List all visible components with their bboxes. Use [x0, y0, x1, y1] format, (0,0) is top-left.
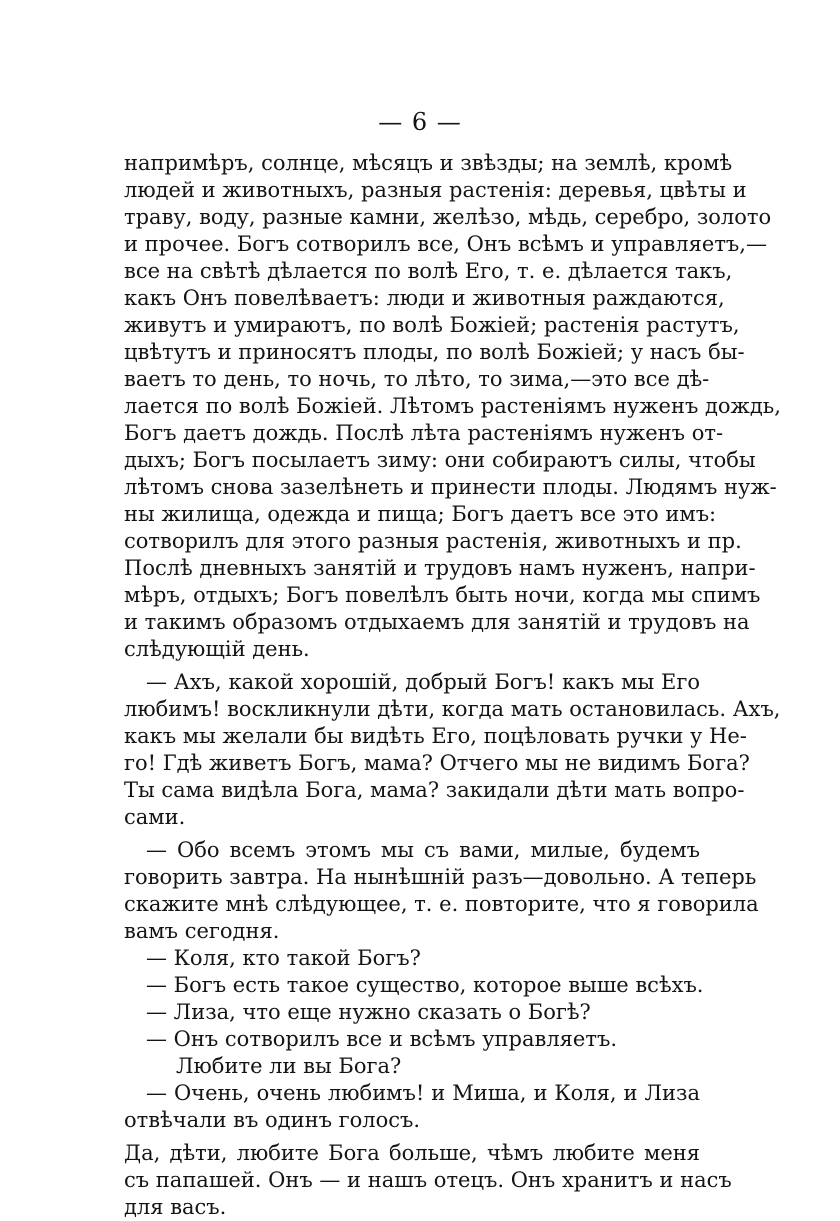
text-line: все на свѣтѣ дѣлается по волѣ Его, т. е. дѣлается такъ, [124, 259, 733, 283]
text-line: го! Гдѣ живетъ Богъ, мама? Отчего мы не видимъ Бога? [124, 751, 750, 775]
text-line: скажите мнѣ слѣдующее, т. е. повторите, что я говорила [124, 892, 759, 916]
text-line: какъ Онъ повелѣваетъ: люди и животныя раждаются, [124, 286, 725, 310]
text-line: вамъ сегодня. [124, 919, 280, 943]
text-line: съ папашей. Онъ — и нашъ отецъ. Онъ хранитъ и насъ [124, 1168, 732, 1192]
text-line: — Коля, кто такой Богъ? [146, 946, 421, 970]
text-line: ны жилища, одежда и пища; Богъ даетъ все это имъ: [124, 502, 717, 526]
text-line: Богъ даетъ дождь. Послѣ лѣта растеніямъ нуженъ от- [124, 421, 724, 445]
text-line: любимъ! воскликнули дѣти, когда мать остановилась. Ахъ, [124, 697, 781, 721]
text-line: и прочее. Богъ сотворилъ все, Онъ всѣмъ и управляетъ,— [124, 232, 767, 256]
text-line: дыхъ; Богъ посылаетъ зиму: они собираютъ силы, чтобы [124, 448, 756, 472]
text-line: Ты сама видѣла Бога, мама? закидали дѣти мать вопро- [124, 778, 745, 802]
text-line: — Лиза, что еще нужно сказать о Богѣ? [146, 1000, 591, 1024]
text-line: для васъ. [124, 1195, 227, 1219]
text-line: — Богъ есть такое существо, которое выше всѣхъ. [146, 973, 704, 997]
text-line: ваетъ то день, то ночь, то лѣто, то зима,—это все дѣ- [124, 367, 710, 391]
text-line: траву, воду, разные камни, желѣзо, мѣдь, серебро, золото [124, 205, 772, 229]
text-line: Послѣ дневныхъ занятій и трудовъ намъ нуженъ, напри- [124, 556, 756, 580]
text-line: какъ мы желали бы видѣть Его, поцѣловать ручки у Не- [124, 724, 747, 748]
text-line: живутъ и умираютъ, по волѣ Божіей; растенія растутъ, [124, 313, 740, 337]
text-line: лается по волѣ Божіей. Лѣтомъ растеніямъ нуженъ дождь, [124, 394, 781, 418]
text-block [124, 150, 781, 1221]
text-line: мѣръ, отдыхъ; Богъ повелѣлъ быть ночи, когда мы спимъ [124, 583, 761, 607]
text-line: — Обо всемъ этомъ мы съ вами, милые, будемъ [146, 838, 700, 862]
text-line: и такимъ образомъ отдыхаемъ для занятій и трудовъ на [124, 610, 750, 634]
text-line: людей и животныхъ, разныя растенія: деревья, цвѣты и [124, 178, 747, 202]
text-line: напримѣръ, солнце, мѣсяцъ и звѣзды; на землѣ, кромѣ [124, 151, 733, 175]
page-number: — 6 — [378, 108, 462, 136]
text-line: — Онъ сотворилъ все и всѣмъ управляетъ. [146, 1027, 618, 1051]
text-line: цвѣтутъ и приносятъ плоды, по волѣ Божіей; у насъ бы- [124, 340, 745, 364]
text-line: лѣтомъ снова зазелѣнеть и принести плоды. Людямъ нуж- [124, 475, 777, 499]
text-line: — Очень, очень любимъ! и Миша, и Коля, и Лиза [146, 1081, 700, 1105]
text-line: Да, дѣти, любите Бога больше, чѣмъ любите меня [124, 1141, 700, 1165]
text-line: Любите ли вы Бога? [176, 1054, 402, 1078]
text-line: отвѣчали въ одинъ голосъ. [124, 1108, 421, 1132]
text-line: — Ахъ, какой хорошій, добрый Богъ! какъ мы Его [146, 670, 700, 694]
text-line: сотворилъ для этого разныя растенія, животныхъ и пр. [124, 529, 742, 553]
text-line: сами. [124, 805, 186, 829]
text-line: слѣдующій день. [124, 637, 310, 661]
text-line: говорить завтра. На нынѣшній разъ—довольно. А теперь [124, 865, 757, 889]
